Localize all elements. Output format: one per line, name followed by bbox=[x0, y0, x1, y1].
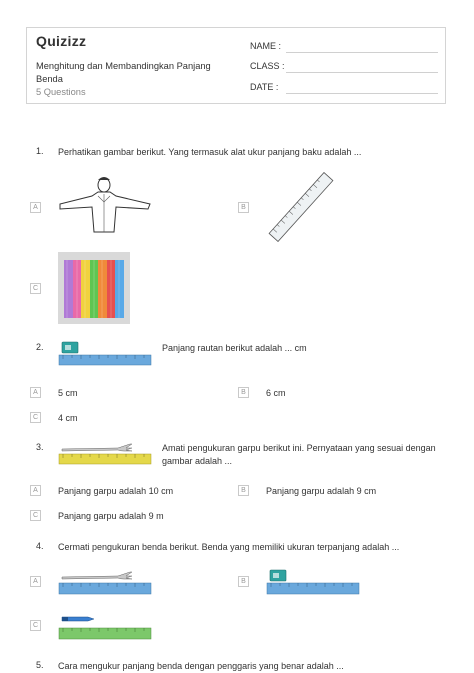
fork-on-ruler-image bbox=[58, 568, 152, 596]
question-count: 5 Questions bbox=[36, 87, 86, 97]
q1-option-b-box[interactable]: B bbox=[238, 202, 249, 213]
question-4-text: Cermati pengukuran benda berikut. Benda yang memiliki ukuran terpanjang adalah ... bbox=[58, 542, 400, 552]
question-3-number: 3. bbox=[36, 442, 44, 452]
class-field[interactable] bbox=[286, 72, 438, 73]
q1-option-c-box[interactable]: C bbox=[30, 283, 41, 294]
q1-option-c-image bbox=[58, 252, 130, 324]
question-5-number: 5. bbox=[36, 660, 44, 670]
pen-on-ruler-image bbox=[58, 611, 152, 641]
q2-option-c-text[interactable]: 4 cm bbox=[58, 413, 78, 423]
q2-sharpener-ruler-image bbox=[58, 340, 152, 368]
q2-option-c-box[interactable]: C bbox=[30, 412, 41, 423]
q3-option-a-text[interactable]: Panjang garpu adalah 10 cm bbox=[58, 486, 174, 496]
q4-option-b-box[interactable]: B bbox=[238, 576, 249, 587]
q3-option-b-box[interactable]: B bbox=[238, 485, 249, 496]
fork-on-ruler-image bbox=[58, 440, 152, 466]
date-label: DATE : bbox=[250, 82, 279, 92]
q2-option-b-box[interactable]: B bbox=[238, 387, 249, 398]
date-field[interactable] bbox=[286, 93, 438, 94]
question-1-number: 1. bbox=[36, 146, 44, 156]
sharpener-on-ruler-image bbox=[58, 340, 152, 368]
question-2-text: Panjang rautan berikut adalah ... cm bbox=[162, 343, 307, 353]
question-3-text: Amati pengukuran garpu berikut ini. Pernyataan yang sesuai dengan gambar adalah ... bbox=[162, 443, 436, 466]
worksheet-title: Menghitung dan Membandingkan Panjang Benda bbox=[36, 61, 211, 84]
name-label: NAME : bbox=[250, 41, 282, 51]
q3-fork-ruler-image bbox=[58, 440, 152, 466]
question-5-text: Cara mengukur panjang benda dengan penggaris yang benar adalah ... bbox=[58, 661, 344, 671]
q1-option-b-image bbox=[266, 172, 336, 242]
q4-option-a-box[interactable]: A bbox=[30, 576, 41, 587]
q3-option-c-text[interactable]: Panjang garpu adalah 9 m bbox=[58, 511, 164, 521]
q2-option-a-box[interactable]: A bbox=[30, 387, 41, 398]
quizizz-logo: Quizizz bbox=[36, 33, 87, 49]
person-arms-outstretched-image bbox=[58, 174, 154, 236]
q3-option-b-text[interactable]: Panjang garpu adalah 9 cm bbox=[266, 486, 377, 496]
ruler-image bbox=[266, 172, 336, 242]
q3-option-a-box[interactable]: A bbox=[30, 485, 41, 496]
question-4-number: 4. bbox=[36, 541, 44, 551]
q3-option-c-box[interactable]: C bbox=[30, 510, 41, 521]
q4-option-c-image bbox=[58, 611, 152, 641]
q2-option-a-text[interactable]: 5 cm bbox=[58, 388, 78, 398]
question-1-text: Perhatikan gambar berikut. Yang termasuk alat ukur panjang baku adalah ... bbox=[58, 147, 362, 157]
q4-option-a-image bbox=[58, 568, 152, 596]
q4-option-b-image bbox=[266, 568, 360, 596]
class-label: CLASS : bbox=[250, 61, 285, 71]
sharpener-on-ruler-image bbox=[266, 568, 360, 596]
q2-option-b-text[interactable]: 6 cm bbox=[266, 388, 286, 398]
colored-straws-image bbox=[58, 252, 130, 324]
q1-option-a-box[interactable]: A bbox=[30, 202, 41, 213]
q4-option-c-box[interactable]: C bbox=[30, 620, 41, 631]
name-field[interactable] bbox=[286, 52, 438, 53]
q1-option-a-image bbox=[58, 174, 154, 236]
question-2-number: 2. bbox=[36, 342, 44, 352]
